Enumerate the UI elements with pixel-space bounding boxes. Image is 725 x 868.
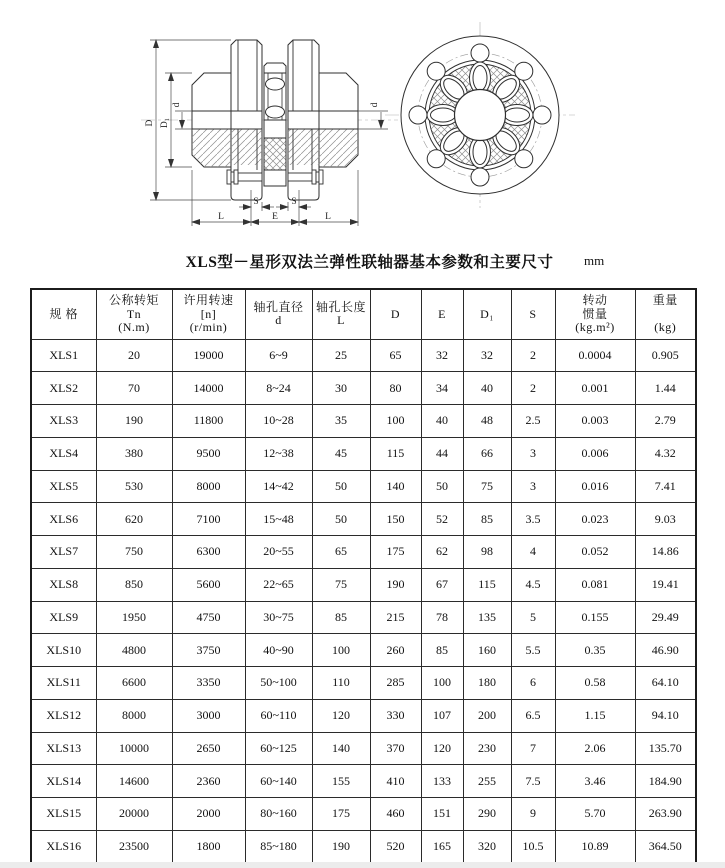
- table-row: [31, 405, 696, 438]
- table-cell: 65: [370, 339, 421, 372]
- table-cell: 98: [463, 536, 511, 569]
- header-cell: D: [370, 289, 421, 339]
- table-cell: 9500: [172, 437, 245, 470]
- table-cell: 5.5: [511, 634, 555, 667]
- dim-label-E: E: [272, 212, 278, 222]
- table-cell: 45: [312, 437, 370, 470]
- table-cell: 1950: [96, 601, 172, 634]
- table-cell: 75: [312, 568, 370, 601]
- table-cell: 0.001: [555, 372, 635, 405]
- table-cell: 133: [421, 765, 463, 798]
- table-cell: 0.006: [555, 437, 635, 470]
- table-cell: 50~100: [245, 667, 312, 700]
- table-cell: 10000: [96, 732, 172, 765]
- table-cell: 44: [421, 437, 463, 470]
- table-cell: 530: [96, 470, 172, 503]
- table-cell: XLS8: [31, 568, 96, 601]
- table-cell: XLS1: [31, 339, 96, 372]
- table-cell: 60~110: [245, 699, 312, 732]
- table-cell: XLS9: [31, 601, 96, 634]
- table-cell: XLS6: [31, 503, 96, 536]
- table-cell: 190: [96, 405, 172, 438]
- table-cell: 120: [421, 732, 463, 765]
- table-cell: XLS13: [31, 732, 96, 765]
- table-row: [31, 667, 696, 700]
- table-cell: 34: [421, 372, 463, 405]
- table-row: [31, 568, 696, 601]
- table-cell: 94.10: [635, 699, 696, 732]
- table-cell: 25: [312, 339, 370, 372]
- section-view: [141, 40, 398, 226]
- table-cell: 5.70: [555, 798, 635, 831]
- center-bore: [455, 90, 506, 141]
- table-cell: 100: [312, 634, 370, 667]
- table-cell: 2: [511, 372, 555, 405]
- table-cell: 3: [511, 470, 555, 503]
- table-cell: 78: [421, 601, 463, 634]
- table-cell: 14000: [172, 372, 245, 405]
- spacer-top-cap: [264, 63, 286, 73]
- table-cell: XLS14: [31, 765, 96, 798]
- table-cell: 175: [312, 798, 370, 831]
- table-cell: 29.49: [635, 601, 696, 634]
- table-cell: 4: [511, 536, 555, 569]
- table-cell: 3.46: [555, 765, 635, 798]
- table-cell: XLS11: [31, 667, 96, 700]
- table-cell: 32: [463, 339, 511, 372]
- table-cell: 4.32: [635, 437, 696, 470]
- spec-table-head-row: [31, 289, 696, 339]
- table-cell: 50: [312, 470, 370, 503]
- table-cell: 15~48: [245, 503, 312, 536]
- table-cell: 9.03: [635, 503, 696, 536]
- page-title: XLS型－星形双法兰弹性联轴器基本参数和主要尺寸: [185, 254, 554, 271]
- table-cell: 140: [370, 470, 421, 503]
- table-cell: 23500: [96, 830, 172, 863]
- table-cell: XLS15: [31, 798, 96, 831]
- table-cell: 110: [312, 667, 370, 700]
- table-cell: 150: [370, 503, 421, 536]
- table-cell: 2: [511, 339, 555, 372]
- table-cell: 100: [421, 667, 463, 700]
- table-cell: 48: [463, 405, 511, 438]
- table-cell: 22~65: [245, 568, 312, 601]
- table-cell: 0.155: [555, 601, 635, 634]
- table-cell: 2.79: [635, 405, 696, 438]
- table-cell: XLS4: [31, 437, 96, 470]
- table-cell: 60~125: [245, 732, 312, 765]
- table-cell: 135: [463, 601, 511, 634]
- table-cell: 20000: [96, 798, 172, 831]
- table-cell: 460: [370, 798, 421, 831]
- table-cell: 0.081: [555, 568, 635, 601]
- table-cell: 20~55: [245, 536, 312, 569]
- table-cell: 410: [370, 765, 421, 798]
- table-cell: 85~180: [245, 830, 312, 863]
- table-cell: 8000: [172, 470, 245, 503]
- spec-table-body: [31, 339, 696, 863]
- table-cell: 7100: [172, 503, 245, 536]
- table-cell: 66: [463, 437, 511, 470]
- table-row: [31, 732, 696, 765]
- table-cell: 10.89: [555, 830, 635, 863]
- table-cell: 4800: [96, 634, 172, 667]
- table-cell: 120: [312, 699, 370, 732]
- table-cell: 3: [511, 437, 555, 470]
- table-row: [31, 437, 696, 470]
- table-cell: 155: [312, 765, 370, 798]
- table-cell: 100: [370, 405, 421, 438]
- table-cell: 520: [370, 830, 421, 863]
- table-cell: 46.90: [635, 634, 696, 667]
- table-cell: 0.023: [555, 503, 635, 536]
- table-cell: XLS2: [31, 372, 96, 405]
- table-cell: 5: [511, 601, 555, 634]
- table-cell: 370: [370, 732, 421, 765]
- table-row: [31, 503, 696, 536]
- table-cell: 40: [463, 372, 511, 405]
- table-cell: 10~28: [245, 405, 312, 438]
- table-cell: 175: [370, 536, 421, 569]
- table-cell: XLS3: [31, 405, 96, 438]
- table-cell: 10.5: [511, 830, 555, 863]
- spec-table: [30, 288, 697, 864]
- table-cell: 0.58: [555, 667, 635, 700]
- dim-label-L-left: L: [218, 212, 224, 222]
- table-cell: 215: [370, 601, 421, 634]
- table-row: [31, 339, 696, 372]
- dim-label-S-right: S: [291, 197, 297, 207]
- table-row: [31, 699, 696, 732]
- table-cell: 364.50: [635, 830, 696, 863]
- table-cell: 180: [463, 667, 511, 700]
- table-cell: 7: [511, 732, 555, 765]
- table-cell: 6: [511, 667, 555, 700]
- table-cell: 5600: [172, 568, 245, 601]
- page-bottom-edge: [0, 862, 725, 868]
- table-cell: 14~42: [245, 470, 312, 503]
- table-cell: 30~75: [245, 601, 312, 634]
- dim-label-D1: D₁: [160, 117, 170, 129]
- header-cell: E: [421, 289, 463, 339]
- table-cell: 7.5: [511, 765, 555, 798]
- table-cell: 320: [463, 830, 511, 863]
- table-cell: 330: [370, 699, 421, 732]
- table-cell: 4.5: [511, 568, 555, 601]
- table-cell: 3750: [172, 634, 245, 667]
- table-cell: 19000: [172, 339, 245, 372]
- star-lobe-upper: [266, 78, 285, 90]
- table-cell: 260: [370, 634, 421, 667]
- header-cell: 重量 (kg): [635, 289, 696, 339]
- table-cell: 107: [421, 699, 463, 732]
- dim-label-d-left: d: [172, 102, 182, 108]
- table-cell: 70: [96, 372, 172, 405]
- table-cell: 14600: [96, 765, 172, 798]
- table-cell: XLS12: [31, 699, 96, 732]
- table-cell: 0.905: [635, 339, 696, 372]
- table-cell: 135.70: [635, 732, 696, 765]
- table-cell: 40: [421, 405, 463, 438]
- table-cell: 65: [312, 536, 370, 569]
- header-cell: 规 格: [31, 289, 96, 339]
- table-cell: 184.90: [635, 765, 696, 798]
- table-cell: 160: [463, 634, 511, 667]
- dim-label-d-right: d: [370, 102, 380, 108]
- header-cell: 许用转速 [n] (r/min): [172, 289, 245, 339]
- table-row: [31, 601, 696, 634]
- table-cell: 19.41: [635, 568, 696, 601]
- table-cell: 0.052: [555, 536, 635, 569]
- coupling-drawing: [0, 0, 725, 248]
- header-cell: 公称转矩 Tn (N.m): [96, 289, 172, 339]
- table-cell: 255: [463, 765, 511, 798]
- table-cell: XLS10: [31, 634, 96, 667]
- table-cell: 0.003: [555, 405, 635, 438]
- table-cell: 190: [370, 568, 421, 601]
- title-row: [0, 250, 725, 272]
- table-cell: 85: [463, 503, 511, 536]
- table-cell: 2000: [172, 798, 245, 831]
- table-cell: 115: [370, 437, 421, 470]
- table-cell: 8~24: [245, 372, 312, 405]
- unit-label: mm: [584, 253, 605, 268]
- header-cell: D₁: [463, 289, 511, 339]
- dim-label-L-right: L: [325, 212, 331, 222]
- table-cell: 50: [312, 503, 370, 536]
- table-cell: 6~9: [245, 339, 312, 372]
- table-cell: 3.5: [511, 503, 555, 536]
- table-cell: 75: [463, 470, 511, 503]
- table-cell: XLS16: [31, 830, 96, 863]
- table-cell: 9: [511, 798, 555, 831]
- table-cell: 11800: [172, 405, 245, 438]
- table-cell: 1.15: [555, 699, 635, 732]
- table-cell: 32: [421, 339, 463, 372]
- table-cell: 62: [421, 536, 463, 569]
- table-cell: 140: [312, 732, 370, 765]
- table-cell: 85: [312, 601, 370, 634]
- table-cell: 290: [463, 798, 511, 831]
- dim-label-S-left: S: [253, 197, 259, 207]
- table-cell: 190: [312, 830, 370, 863]
- table-cell: 85: [421, 634, 463, 667]
- table-cell: 40~90: [245, 634, 312, 667]
- table-cell: 115: [463, 568, 511, 601]
- header-cell: 轴孔长度 L: [312, 289, 370, 339]
- table-row: [31, 634, 696, 667]
- table-cell: 2650: [172, 732, 245, 765]
- table-cell: 80~160: [245, 798, 312, 831]
- table-cell: 2360: [172, 765, 245, 798]
- table-cell: 50: [421, 470, 463, 503]
- table-row: [31, 798, 696, 831]
- table-cell: XLS7: [31, 536, 96, 569]
- table-cell: 67: [421, 568, 463, 601]
- table-row: [31, 470, 696, 503]
- table-cell: 0.016: [555, 470, 635, 503]
- table-row: [31, 536, 696, 569]
- table-cell: 2.5: [511, 405, 555, 438]
- front-view: [385, 22, 575, 208]
- table-cell: 0.35: [555, 634, 635, 667]
- header-cell: 转动 惯量 (kg.m²): [555, 289, 635, 339]
- table-cell: 380: [96, 437, 172, 470]
- table-cell: 6300: [172, 536, 245, 569]
- table-cell: 60~140: [245, 765, 312, 798]
- table-cell: XLS5: [31, 470, 96, 503]
- table-cell: 750: [96, 536, 172, 569]
- table-cell: 285: [370, 667, 421, 700]
- table-cell: 4750: [172, 601, 245, 634]
- table-cell: 263.90: [635, 798, 696, 831]
- table-cell: 1.44: [635, 372, 696, 405]
- table-cell: 2.06: [555, 732, 635, 765]
- header-cell: 轴孔直径 d: [245, 289, 312, 339]
- dim-label-D: D: [145, 119, 155, 127]
- table-cell: 52: [421, 503, 463, 536]
- star-section-hatch: [264, 138, 286, 170]
- table-cell: 8000: [96, 699, 172, 732]
- table-cell: 14.86: [635, 536, 696, 569]
- table-cell: 6600: [96, 667, 172, 700]
- table-cell: 620: [96, 503, 172, 536]
- star-lobe-lower: [266, 106, 285, 118]
- table-cell: 80: [370, 372, 421, 405]
- header-cell: S: [511, 289, 555, 339]
- table-row: [31, 830, 696, 863]
- table-row: [31, 372, 696, 405]
- table-cell: 64.10: [635, 667, 696, 700]
- table-cell: 3350: [172, 667, 245, 700]
- table-cell: 7.41: [635, 470, 696, 503]
- table-cell: 3000: [172, 699, 245, 732]
- table-cell: 35: [312, 405, 370, 438]
- table-cell: 850: [96, 568, 172, 601]
- table-cell: 30: [312, 372, 370, 405]
- table-cell: 151: [421, 798, 463, 831]
- table-row: [31, 765, 696, 798]
- table-cell: 230: [463, 732, 511, 765]
- table-cell: 12~38: [245, 437, 312, 470]
- table-cell: 200: [463, 699, 511, 732]
- table-cell: 6.5: [511, 699, 555, 732]
- table-cell: 0.0004: [555, 339, 635, 372]
- table-cell: 20: [96, 339, 172, 372]
- table-cell: 165: [421, 830, 463, 863]
- table-cell: 1800: [172, 830, 245, 863]
